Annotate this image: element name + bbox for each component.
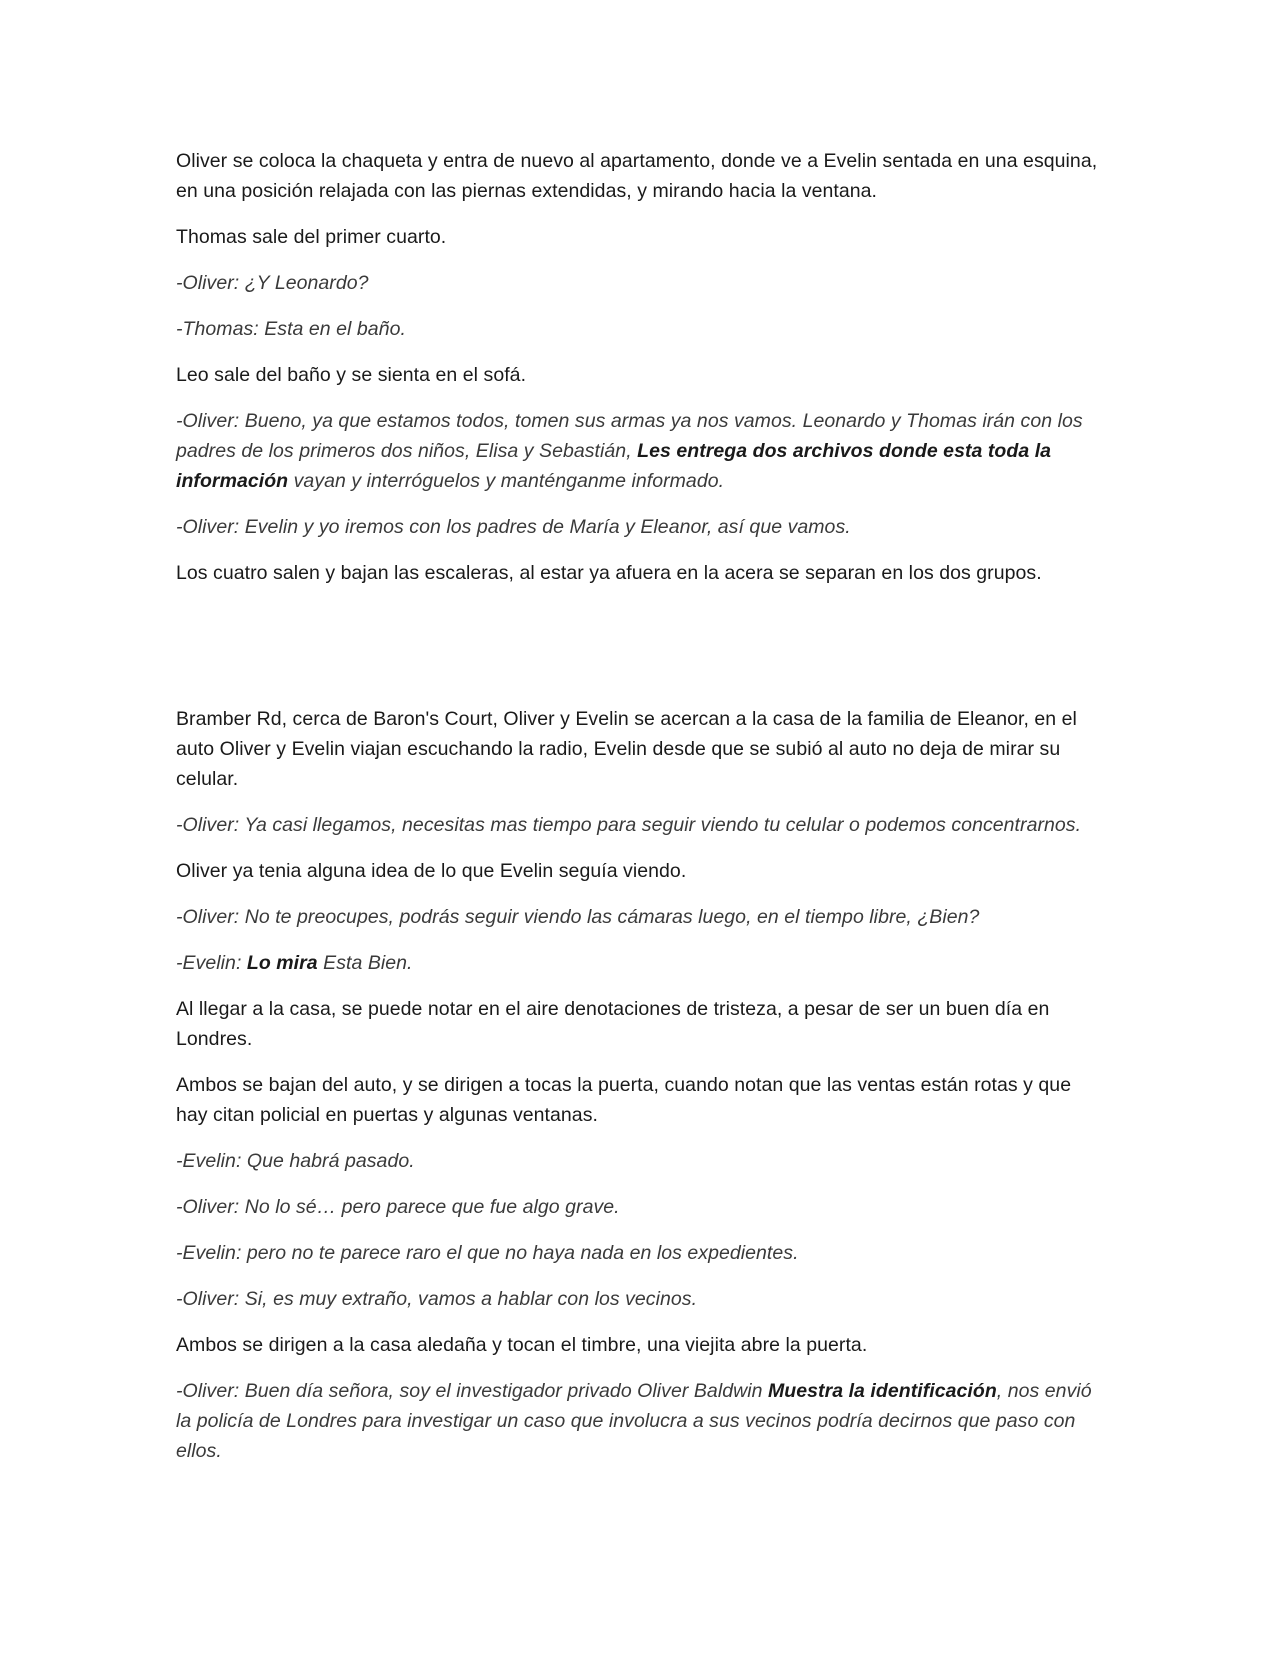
dialogue-line: -Evelin: pero no te parece raro el que no haya nada en los expedientes.: [176, 1242, 799, 1264]
dialogue-text: , nos envió la policía de Londres para investigar un caso que involucra a sus vecinos podría decirnos que paso con ellos.: [176, 1380, 1092, 1462]
dialogue-line: -Oliver: Ya casi llegamos, necesitas mas tiempo para seguir viendo tu celular o podemos concentrarnos.: [176, 814, 1082, 836]
dialogue-line: [176, 1376, 1106, 1466]
stage-direction: Lo mira: [246, 952, 318, 974]
narration-paragraph: Ambos se bajan del auto, y se dirigen a tocas la puerta, cuando notan que las ventas están rotas y que hay citan policial en puertas y algunas ventanas.: [176, 1074, 1072, 1126]
dialogue-line: -Oliver: Evelin y yo iremos con los padres de María y Eleanor, así que vamos.: [176, 516, 851, 538]
narration-paragraph: Al llegar a la casa, se puede notar en el aire denotaciones de tristeza, a pesar de ser un buen día en Londres.: [176, 998, 1050, 1050]
dialogue-text: Esta Bien.: [317, 952, 413, 974]
dialogue-line: [176, 948, 1106, 978]
dialogue-line: -Oliver: ¿Y Leonardo?: [176, 272, 369, 294]
dialogue-text: -Oliver: Buen día señora, soy el investigador privado Oliver Baldwin: [176, 1380, 768, 1402]
dialogue-text: -Oliver: Bueno, ya que estamos todos, tomen sus armas ya nos vamos. Leonardo y Thomas irán con los padres de los primeros dos niños, Elisa y Sebastián,: [176, 410, 1083, 462]
narration-paragraph: Ambos se dirigen a la casa aledaña y tocan el timbre, una viejita abre la puerta.: [176, 1334, 868, 1356]
dialogue-text: -Evelin:: [176, 952, 247, 974]
narration-paragraph: Leo sale del baño y se sienta en el sofá.: [176, 364, 527, 386]
stage-direction: Les entrega dos archivos donde esta toda la información: [176, 440, 1052, 492]
stage-direction: Muestra la identificación: [767, 1380, 997, 1402]
dialogue-line: [176, 406, 1106, 496]
dialogue-line: -Thomas: Esta en el baño.: [176, 318, 406, 340]
document-page: [176, 146, 1106, 1482]
dialogue-line: -Oliver: No lo sé… pero parece que fue algo grave.: [176, 1196, 620, 1218]
narration-paragraph: Bramber Rd, cerca de Baron's Court, Oliver y Evelin se acercan a la casa de la familia de Eleanor, en el auto Oliver y Evelin viajan escuchando la radio, Evelin desde que se subió al auto no deja de mirar su celular.: [176, 708, 1077, 790]
dialogue-line: -Evelin: Que habrá pasado.: [176, 1150, 415, 1172]
section-break: [176, 604, 1106, 704]
narration-paragraph: Thomas sale del primer cuarto.: [176, 226, 447, 248]
dialogue-text: vayan y interróguelos y manténganme informado.: [288, 470, 725, 492]
dialogue-line: -Oliver: Si, es muy extraño, vamos a hablar con los vecinos.: [176, 1288, 698, 1310]
narration-paragraph: Los cuatro salen y bajan las escaleras, al estar ya afuera en la acera se separan en los dos grupos.: [176, 562, 1042, 584]
narration-paragraph: Oliver se coloca la chaqueta y entra de nuevo al apartamento, donde ve a Evelin sentada en una esquina, en una posición relajada con las piernas extendidas, y mirando hacia la ventana.: [176, 150, 1098, 202]
narration-paragraph: Oliver ya tenia alguna idea de lo que Evelin seguía viendo.: [176, 860, 687, 882]
dialogue-line: -Oliver: No te preocupes, podrás seguir viendo las cámaras luego, en el tiempo libre, ¿Bien?: [176, 906, 980, 928]
